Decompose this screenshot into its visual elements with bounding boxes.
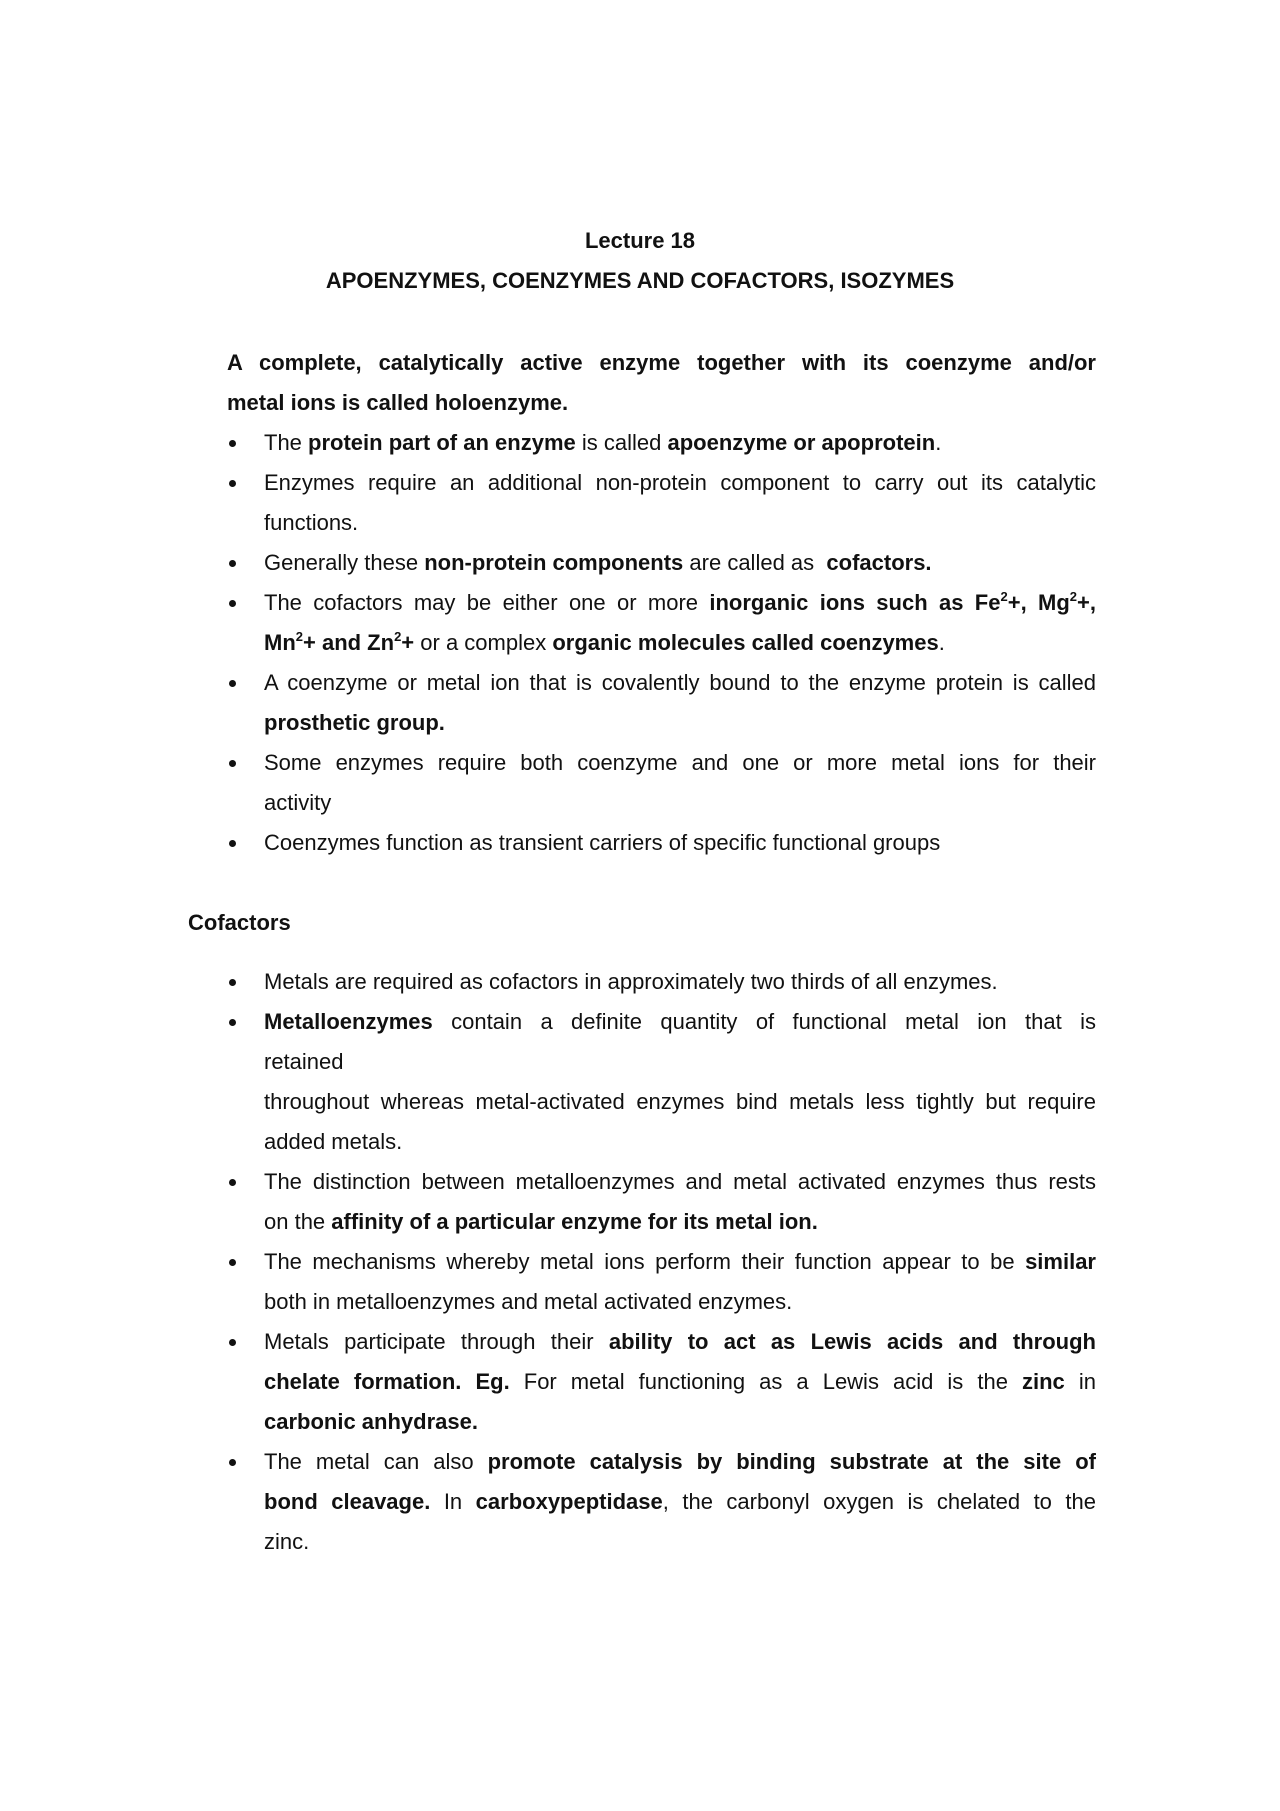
bullet-icon <box>229 760 236 767</box>
bullet-icon <box>229 979 236 986</box>
intro-line-1: A complete, catalytically active enzyme together with its coenzyme and/or <box>227 350 1096 375</box>
list-item: The mechanisms whereby metal ions perform their function appear to be similar both in metalloenzymes and metal activated enzymes. <box>227 1242 1096 1322</box>
list-item: Enzymes require an additional non-protein component to carry out its catalytic functions. <box>227 463 1096 543</box>
bullet-icon <box>229 480 236 487</box>
list-item: The protein part of an enzyme is called apoenzyme or apoprotein. <box>227 423 1096 463</box>
cofactors-bullet-list <box>227 962 1096 1562</box>
list-item: The metal can also promote catalysis by binding substrate at the site of bond cleavage. In carboxypeptidase, the carbonyl oxygen is chelated to the zinc. <box>227 1442 1096 1562</box>
bullet-icon <box>229 840 236 847</box>
lecture-title: APOENZYMES, COENZYMES AND COFACTORS, ISOZYMES <box>325 268 955 293</box>
intro-line-2: metal ions is called holoenzyme. <box>227 390 569 415</box>
bullet-icon <box>229 440 236 447</box>
list-item: Metals participate through their ability to act as Lewis acids and through chelate formation. Eg. For metal functioning as a Lewis acid is the zinc in carbonic anhydrase. <box>227 1322 1096 1442</box>
list-item: Some enzymes require both coenzyme and one or more metal ions for their activity <box>227 743 1096 823</box>
bullet-icon <box>229 1179 236 1186</box>
bullet-icon <box>229 1459 236 1466</box>
enzyme-bullet-list <box>227 423 1096 863</box>
list-item: Metalloenzymes contain a definite quantity of functional metal ion that is retained throughout whereas metal-activated enzymes bind metals less tightly but require added metals. <box>227 1002 1096 1162</box>
bullet-icon <box>229 560 236 567</box>
bullet-icon <box>229 1019 236 1026</box>
bullet-icon <box>229 680 236 687</box>
bullet-icon <box>229 1339 236 1346</box>
bullet-icon <box>229 600 236 607</box>
list-item: The cofactors may be either one or more inorganic ions such as $Fe^2+$, $Mg^2+$, $Mn^2+$ and $Zn^2+$ or a complex organic molecules called coenzymes. <box>227 583 1096 663</box>
list-item: Coenzymes function as transient carriers of specific functional groups <box>227 823 1096 863</box>
list-item: A coenzyme or metal ion that is covalently bound to the enzyme protein is called prosthetic group. <box>227 663 1096 743</box>
list-item: Metals are required as cofactors in approximately two thirds of all enzymes. <box>227 962 1096 1002</box>
lecture-number: Lecture 18 <box>584 228 696 253</box>
list-item: Generally these non-protein components are called as cofactors. <box>227 543 1096 583</box>
list-item: The distinction between metalloenzymes and metal activated enzymes thus rests on the affinity of a particular enzyme for its metal ion. <box>227 1162 1096 1242</box>
bullet-icon <box>229 1259 236 1266</box>
intro-paragraph <box>227 343 1096 423</box>
section-heading-cofactors: Cofactors <box>188 910 291 935</box>
